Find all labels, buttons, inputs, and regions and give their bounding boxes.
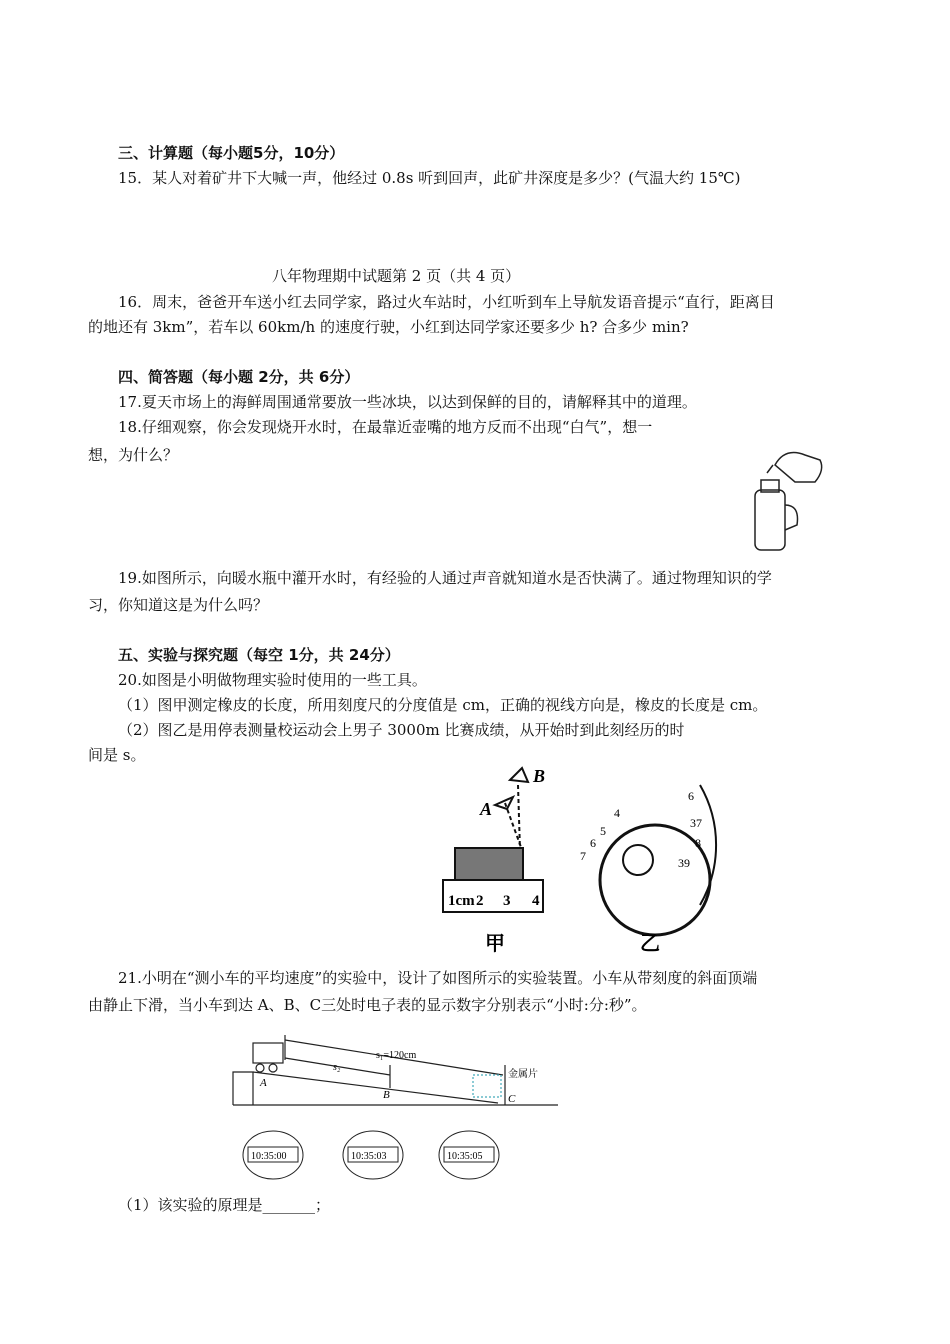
question-20-part2-line1: （2）图乙是用停表测量校运动会上男子 3000m 比赛成绩，从开始时到此刻经历的时 <box>118 721 685 739</box>
dial-label: 6 <box>590 836 596 850</box>
question-19-line1: 19.如图所示，向暖水瓶中灌开水时，有经验的人通过声音就知道水是否快满了。通过物理知识的学 <box>118 569 772 587</box>
ruler-label: 1cm <box>448 893 475 909</box>
ruler-label: 3 <box>503 893 511 909</box>
caption-jia: 甲 <box>485 933 505 955</box>
watch-time-b: 10:35:03 <box>351 1151 387 1162</box>
watch-time-a: 10:35:00 <box>251 1151 287 1162</box>
question-20-part1: （1）图甲测定橡皮的长度，所用刻度尺的分度值是 cm，正确的视线方向是，橡皮的长度是 cm。 <box>118 696 768 714</box>
point-c: C <box>508 1093 516 1105</box>
view-label-a: A <box>480 799 493 819</box>
page-footer: 八年物理期中试题第 2 页（共 4 页） <box>272 267 521 285</box>
figure-20-ruler-stopwatch <box>440 755 740 955</box>
watch-time-c: 10:35:05 <box>447 1151 483 1162</box>
dial-label: 4 <box>614 806 620 820</box>
caption-yi: 乙 <box>640 933 660 955</box>
question-16-line1: 16．周末，爸爸开车送小红去同学家，路过火车站时，小红听到车上导航发语音提示“直行，距离目 <box>118 293 775 311</box>
dial-label: 6 <box>688 789 694 803</box>
dial-label: 7 <box>580 849 586 863</box>
dial-label: 5 <box>600 824 606 838</box>
dial-label: 37 <box>690 816 702 830</box>
question-21-part1: （1）该实验的原理是_______； <box>118 1196 331 1214</box>
dial-label: 39 <box>678 856 690 870</box>
point-b: B <box>383 1089 390 1101</box>
section-5-heading: 五、实验与探究题（每空 1分，共 24分） <box>118 646 400 664</box>
point-a: A <box>260 1077 267 1089</box>
figure-21-incline <box>228 1030 568 1190</box>
question-19-line2: 习，你知道这是为什么吗？ <box>88 596 269 614</box>
view-label-b: B <box>533 766 546 786</box>
s2-label: s₂ <box>333 1062 341 1073</box>
question-21-line1: 21.小明在“测小车的平均速度”的实验中，设计了如图所示的实验装置。小车从带刻度的斜面顶端 <box>118 969 758 987</box>
ruler-label: 4 <box>532 893 540 909</box>
s1-label: s₁=120cm <box>376 1050 417 1061</box>
section-3-heading: 三、计算题（每小题5分，10分） <box>118 144 345 162</box>
question-21-line2: 由静止下滑，当小车到达 A、B、C三处时电子表的显示数字分别表示“小时:分:秒”。 <box>88 996 647 1014</box>
question-16-line2: 的地还有 3km”，若车以 60km/h 的速度行驶，小红到达同学家还要多少 h? 合多少 min? <box>88 318 689 336</box>
kettle-thermos-figure <box>745 445 835 555</box>
question-20: 20.如图是小明做物理实验时使用的一些工具。 <box>118 671 427 689</box>
dial-label: 8 <box>695 836 701 850</box>
question-17: 17.夏天市场上的海鲜周围通常要放一些冰块，以达到保鲜的目的，请解释其中的道理。 <box>118 393 697 411</box>
question-18-line1: 18.仔细观察，你会发现烧开水时，在最靠近壶嘴的地方反而不出现“白气”，想一 <box>118 418 653 436</box>
question-18-line2: 想，为什么？ <box>88 446 179 464</box>
section-4-heading: 四、简答题（每小题 2分，共 6分） <box>118 368 360 386</box>
question-20-part2-line2: 间是 s。 <box>88 746 146 764</box>
metal-sheet-label: 金属片 <box>508 1069 538 1080</box>
question-15: 15．某人对着矿井下大喊一声，他经过 0.8s 听到回声，此矿井深度是多少？(气温大约 15℃) <box>118 169 741 187</box>
ruler-label: 2 <box>476 893 484 909</box>
